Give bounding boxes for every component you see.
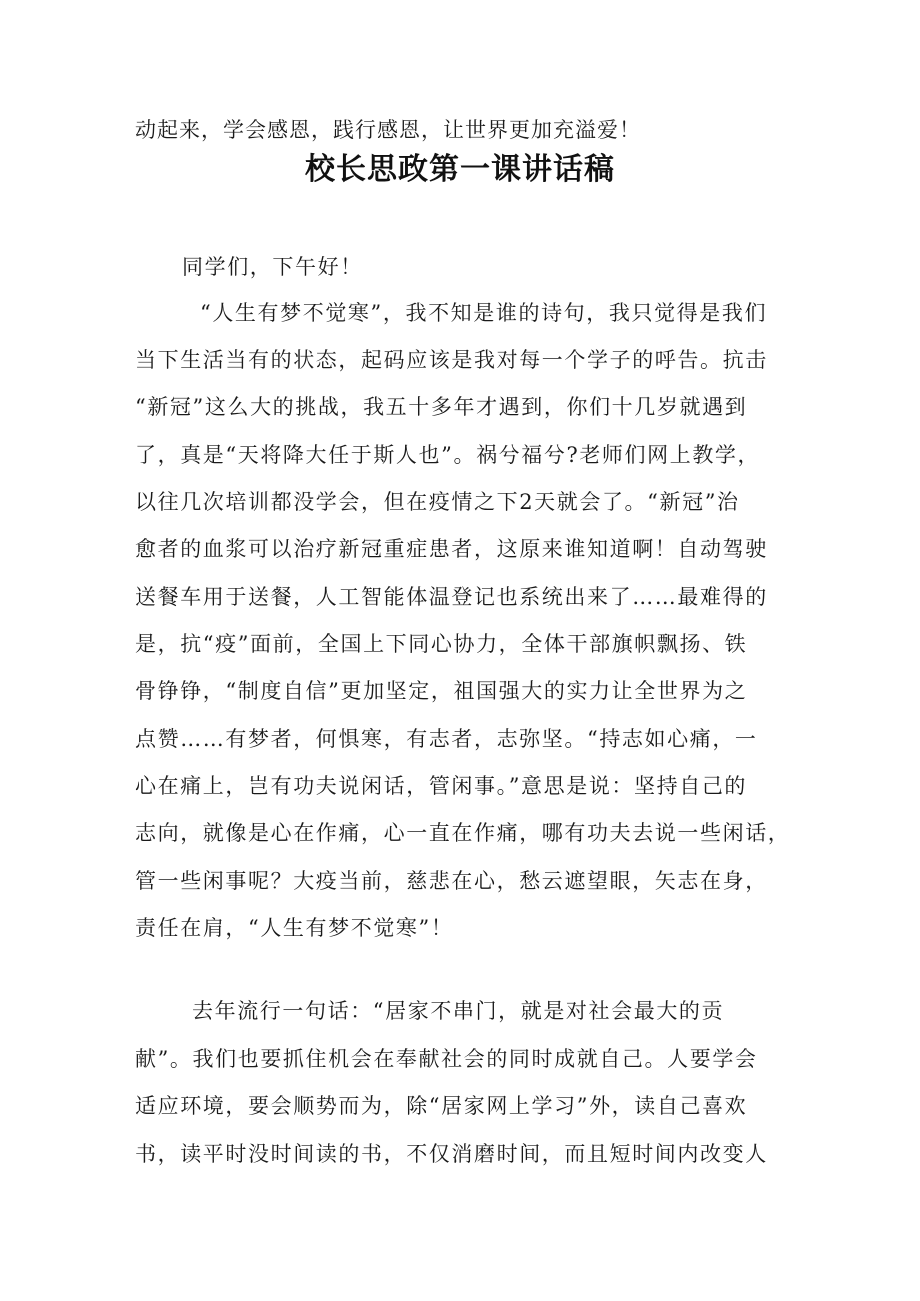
text-line: 以往几次培训都没学会，但在疫情之下2天就会了。“新冠”治 (135, 490, 740, 514)
text-line: 骨铮铮，“制度自信”更加坚定，祖国强大的实力让全世界为之 (135, 679, 748, 703)
text-line: “人生有梦不觉寒”，我不知是谁的诗句，我只觉得是我们 (200, 301, 768, 325)
text-line: 书，读平时没时间读的书，不仅消磨时间，而且短时间内改变人 (135, 1142, 768, 1166)
text-line: “新冠”这么大的挑战，我五十多年才遇到，你们十几岁就遇到 (135, 395, 748, 419)
text-line: 当下生活当有的状态，起码应该是我对每一个学子的呼告。抗击 (135, 348, 768, 372)
text-line: 献”。我们也要抓住机会在奉献社会的同时成就自己。人要学会 (135, 1047, 758, 1071)
text-line: 管一些闲事呢？大疫当前，慈悲在心，愁云遮望眼，矢志在身， (135, 869, 768, 893)
text-line: 愈者的血浆可以治疗新冠重症患者，这原来谁知道啊！自动驾驶 (135, 537, 768, 561)
text-line: 送餐车用于送餐，人工智能体温登记也系统出来了……最难得的 (135, 585, 768, 609)
text-line: 适应环境，要会顺势而为，除“居家网上学习”外，读自己喜欢 (135, 1094, 748, 1118)
text-line: 去年流行一句话：“居家不串门，就是对社会最大的贡 (192, 999, 725, 1023)
previous-text-line: 动起来，学会感恩，践行感恩，让世界更加充溢爱！ (135, 118, 641, 142)
text-line: 责任在肩，“人生有梦不觉寒”！ (135, 916, 454, 940)
page-title: 校长思政第一课讲话稿 (305, 152, 615, 187)
text-line: 志向，就像是心在作痛，心一直在作痛，哪有功夫去说一些闲话， (135, 821, 791, 845)
text-line: 了，真是“天将降大任于斯人也”。祸兮福兮?老师们网上教学， (135, 443, 761, 467)
text-line: 心在痛上，岂有功夫说闲话，管闲事。”意思是说：坚持自己的 (135, 774, 748, 798)
text-line: 是，抗“疫”面前，全国上下同心协力，全体干部旗帜飘扬、铁 (135, 632, 748, 656)
text-line: 点赞……有梦者，何惧寒，有志者，志弥坚。“持志如心痛，一 (135, 727, 758, 751)
greeting: 同学们，下午好！ (182, 255, 363, 279)
